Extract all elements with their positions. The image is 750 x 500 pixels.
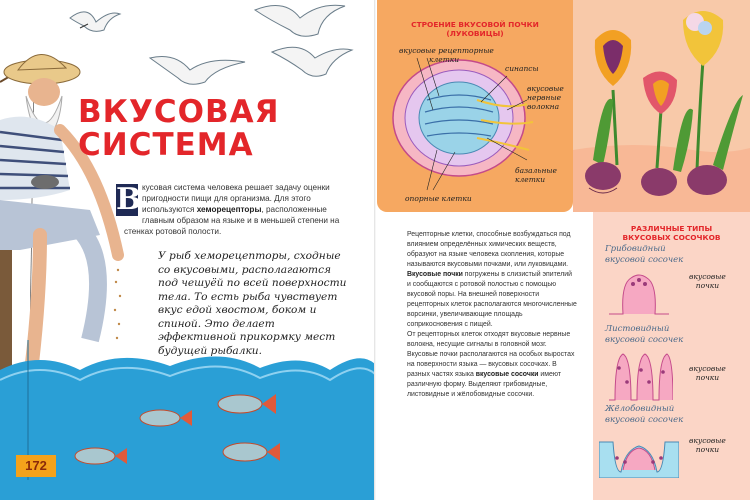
buds-label-line-1: вкусовые — [689, 436, 726, 445]
diagram-title-line-2: (ЛУКОВИЦЫ) — [446, 29, 504, 38]
label-nerve-line-3: волокна — [527, 102, 560, 111]
fish-note: У рыб хеморецепторы, сходные со вкусовыми, располагаются под чешуёй по всей поверхности тела. То есть рыба чувствует вкус едой хвостом, боком и спиной. Это делает эффективной прикормку мест будущей рыбалки. — [158, 250, 347, 357]
diagram-title — [377, 20, 573, 38]
label-receptor-line-1: вкусовые рецепторные — [399, 46, 494, 55]
label-nerve-line-1: вкусовые — [527, 84, 564, 93]
right-page — [375, 0, 750, 500]
papillae-types-box — [593, 212, 750, 500]
papilla-fungiform-line-1: Грибовидный — [605, 244, 666, 254]
taste-bud-diagram — [377, 40, 573, 210]
page-title — [78, 96, 308, 162]
body-paragraph-3 — [407, 330, 577, 400]
papilla-circumvallate-line-1: Жёлобовидный — [605, 404, 675, 414]
papillae-title-line-2: ВКУСОВЫХ СОСОЧКОВ — [622, 233, 721, 242]
seagull-icon — [272, 47, 352, 76]
spine — [374, 0, 376, 500]
body-paragraph-3-end: имеют различную форму. Выделяют грибовидные, листовидные и жёлобовидные сосочки. — [407, 371, 562, 398]
label-synapses: синапсы — [505, 64, 539, 73]
fungiform-papilla-icon — [609, 268, 669, 318]
crocus-flower — [683, 11, 723, 66]
buds-label-line-2: почки — [695, 445, 720, 454]
seagull-icon — [70, 12, 120, 31]
label-receptor-cells — [399, 46, 494, 64]
papilla-foliate-line-1: Листовидный — [605, 324, 670, 334]
crocus-illustration — [573, 0, 750, 212]
seagull-icon — [150, 57, 245, 85]
intro-paragraph — [116, 182, 342, 237]
taste-bud-diagram-box — [377, 0, 573, 212]
papilla-circumvallate-line-2: вкусовой сосочек — [605, 414, 684, 425]
crocus-flower — [643, 71, 677, 114]
intro-bold-term: хеморецепторы — [196, 205, 262, 214]
papilla-1-buds-label — [689, 272, 726, 290]
term-taste-buds: Вкусовые почки — [407, 271, 463, 278]
buds-label-line-1: вкусовые — [689, 364, 726, 373]
title-line-1: ВКУСОВАЯ — [78, 94, 280, 130]
intro-text: кусовая система человека решает задачу оценки пригодности пищи для организма. Для этого используются — [142, 183, 330, 214]
buds-label-line-1: вкусовые — [689, 272, 726, 281]
papilla-3-buds-label — [689, 436, 726, 454]
label-basal-line-1: базальные — [515, 166, 557, 175]
papilla-foliate-name — [605, 324, 683, 345]
papilla-2-buds-label — [689, 364, 726, 382]
label-support-cells: опорные клетки — [405, 194, 472, 203]
body-paragraph-3-text: От рецепторных клеток отходят вкусовые нервные волокна, несущие сигналы в головной мозг. Вкусовые почки располагаются на особых выростах на поверхности языка — вкусовых сосочках. В разных частях языка — [407, 331, 575, 378]
term-taste-papillae: вкусовые сосочки — [475, 371, 539, 378]
diagram-title-line-1: СТРОЕНИЕ ВКУСОВОЙ ПОЧКИ — [411, 20, 539, 29]
label-basal-line-2: клетки — [515, 175, 546, 184]
papilla-fungiform-line-2: вкусовой сосочек — [605, 254, 684, 265]
title-line-2: СИСТЕМА — [78, 127, 254, 163]
body-text — [407, 230, 577, 400]
label-receptor-line-2: клетки — [429, 55, 460, 64]
bulb — [687, 165, 727, 195]
buds-label-line-2: почки — [695, 373, 720, 382]
sea-illustration — [0, 340, 375, 500]
label-nerve-fibers — [527, 84, 564, 111]
label-nerve-line-2: нервные — [527, 93, 562, 102]
body-paragraph-1: Рецепторные клетки, способные возбуждаться под влиянием определённых химических веществ, образуют на языке человека скопления, которые называются вкусовыми почками, или луковицами. — [407, 231, 571, 268]
buds-label-line-2: почки — [695, 281, 720, 290]
body-paragraph-2 — [407, 270, 577, 330]
label-basal-cells — [515, 166, 557, 184]
drop-cap: В — [116, 182, 142, 217]
papillae-title — [593, 224, 750, 242]
page-number: 172 — [16, 455, 56, 477]
seagull-icon — [255, 5, 345, 36]
papilla-fungiform-name — [605, 244, 683, 265]
foliate-papilla-icon — [609, 348, 673, 402]
bait-can — [31, 175, 59, 189]
crocus-flower — [595, 30, 631, 86]
circumvallate-papilla-icon — [599, 432, 679, 478]
papilla-circumvallate-name — [605, 404, 683, 425]
intro-text-end: , расположенные главным образом на языке и в меньшей степени на стенках ротовой полости. — [124, 205, 340, 236]
papilla-foliate-line-2: вкусовой сосочек — [605, 334, 684, 345]
body-paragraph-2-text: погружены в слизистый эпителий и сообщаются с ротовой полостью с помощью вкусовой поры. На внешней поверхности рецепторных клеток располагаются многочисленные ворсинки, увеличивающие площадь соприкосновения с пищей. — [407, 271, 577, 328]
bulb — [641, 168, 677, 196]
papillae-title-line-1: РАЗЛИЧНЫЕ ТИПЫ — [630, 224, 713, 233]
